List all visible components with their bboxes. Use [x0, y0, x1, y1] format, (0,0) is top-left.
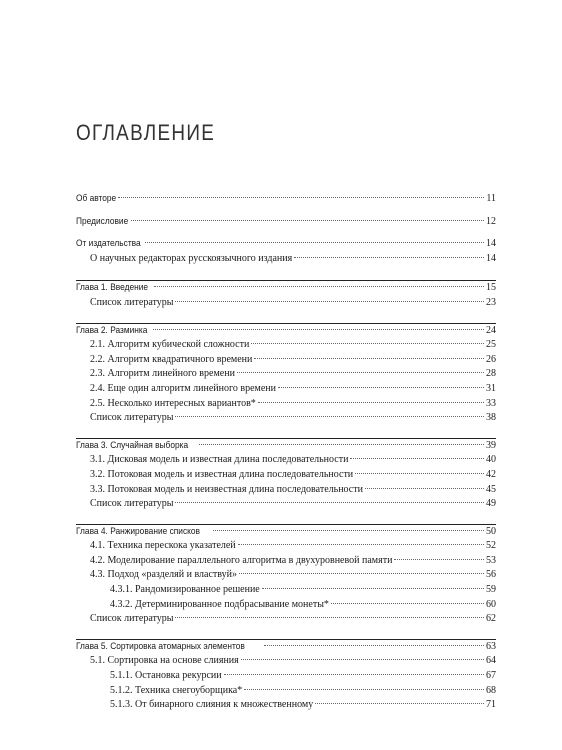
- toc-entry-label: 2.5. Несколько интересных вариантов*: [90, 397, 256, 409]
- dot-leader: [154, 286, 484, 287]
- toc-chapter-entry[interactable]: [76, 237, 496, 252]
- dot-leader: [254, 358, 484, 359]
- toc-page-number: 52: [486, 540, 496, 552]
- toc-section-entry[interactable]: [76, 483, 496, 498]
- toc-chapter-entry[interactable]: [76, 192, 496, 207]
- toc-page-number: 33: [486, 397, 496, 409]
- toc-page-number: 62: [486, 613, 496, 625]
- toc-page-number: 64: [486, 655, 496, 667]
- toc-page-number: 60: [486, 598, 496, 610]
- toc-page-number: 12: [486, 215, 496, 227]
- dot-leader: [175, 617, 484, 618]
- toc-entry-label: 5.1.2. Техника снегоуборщика*: [110, 684, 243, 696]
- toc-entry-label: 3.3. Потоковая модель и неизвестная длина последовательности: [90, 483, 363, 495]
- toc-page-number: 68: [486, 684, 496, 696]
- toc-entry-label: 2.1. Алгоритм кубической сложности: [90, 339, 250, 351]
- toc-section-entry[interactable]: [76, 382, 496, 397]
- toc-section-entry[interactable]: [76, 654, 496, 669]
- dot-leader: [238, 544, 484, 545]
- toc-entry-label: 2.2. Алгоритм квадратичного времени: [90, 353, 253, 365]
- toc-entry-label: Глава 2. Разминка: [76, 324, 148, 336]
- toc-page-number: 25: [486, 339, 496, 351]
- toc-page-number: 39: [486, 439, 496, 451]
- dot-leader: [224, 674, 484, 675]
- dot-leader: [237, 372, 484, 373]
- toc-section-entry[interactable]: [76, 612, 496, 627]
- toc-entry-label: О научных редакторах русскоязычного издания: [90, 252, 293, 264]
- toc-chapter-entry[interactable]: [76, 438, 496, 454]
- toc-entry-label: 2.3. Алгоритм линейного времени: [90, 368, 235, 380]
- toc-entry-label: Список литературы: [90, 296, 174, 308]
- toc-section-entry[interactable]: [76, 497, 496, 512]
- toc-entry-label: От издательства: [76, 238, 141, 250]
- toc-page-number: 53: [486, 554, 496, 566]
- toc-section-entry[interactable]: [76, 338, 496, 353]
- dot-leader: [365, 488, 484, 489]
- toc-section-entry[interactable]: [76, 583, 496, 598]
- toc-entry-label: 4.3. Подход «разделяй и властвуй»: [90, 569, 238, 581]
- toc-entry-label: 5.1.1. Остановка рекурсии: [110, 670, 222, 682]
- toc-chapter-entry[interactable]: [76, 524, 496, 540]
- toc-entry-label: 5.1. Сортировка на основе слияния: [90, 655, 239, 667]
- toc-entry-label: Список литературы: [90, 412, 174, 424]
- toc-page-number: 67: [486, 670, 496, 682]
- dot-leader: [355, 473, 484, 474]
- dot-leader: [175, 502, 484, 503]
- toc-entry-label: 5.1.3. От бинарного слияния к множественному: [110, 699, 314, 711]
- toc-page-number: 14: [486, 252, 496, 264]
- toc-entry-label: Об авторе: [76, 193, 117, 204]
- toc-entry-label: Список литературы: [90, 613, 174, 625]
- toc-page-number: 38: [486, 412, 496, 424]
- toc-entry-label: 4.2. Моделирование параллельного алгоритма в двухуровневой памяти: [90, 554, 393, 566]
- toc-section-entry[interactable]: [76, 252, 496, 267]
- toc-page-number: 63: [486, 640, 496, 652]
- dot-leader: [251, 343, 484, 344]
- toc-section-entry[interactable]: [76, 453, 496, 468]
- dot-leader: [331, 603, 484, 604]
- dot-leader: [350, 458, 484, 459]
- toc-page-number: 49: [486, 498, 496, 510]
- toc-section-entry[interactable]: [76, 353, 496, 368]
- toc-section-entry[interactable]: [76, 367, 496, 382]
- dot-leader: [315, 703, 484, 704]
- toc-page-number: 71: [486, 699, 496, 711]
- toc-entry-label: 3.2. Потоковая модель и известная длина последовательности: [90, 468, 354, 480]
- toc-chapter-entry[interactable]: [76, 215, 496, 230]
- toc-page-number: 14: [486, 238, 496, 250]
- dot-leader: [239, 573, 484, 574]
- dot-leader: [118, 197, 485, 198]
- toc-page-number: 15: [486, 282, 496, 294]
- dot-leader: [258, 402, 484, 403]
- toc-entry-label: 4.3.2. Детерминированное подбрасывание монеты*: [110, 598, 329, 610]
- toc-section-entry[interactable]: [76, 568, 496, 583]
- toc-section-entry[interactable]: [76, 698, 496, 713]
- toc-section-entry[interactable]: [76, 669, 496, 684]
- toc-page-number: 40: [486, 454, 496, 466]
- dot-leader: [199, 444, 484, 445]
- toc-page-number: 50: [486, 525, 496, 537]
- dot-leader: [394, 559, 484, 560]
- toc-chapter-entry[interactable]: [76, 639, 496, 655]
- toc-page-number: 45: [486, 483, 496, 495]
- toc-page-number: 11: [486, 193, 496, 204]
- toc-section-entry[interactable]: [76, 411, 496, 426]
- toc-section-entry[interactable]: [76, 296, 496, 311]
- toc-chapter-entry[interactable]: [76, 280, 496, 296]
- toc-section-entry[interactable]: [76, 554, 496, 569]
- toc-entry-label: 4.3.1. Рандомизированное решение: [110, 584, 260, 596]
- dot-leader: [145, 242, 484, 243]
- toc-entry-label: 4.1. Техника перескока указателей: [90, 540, 236, 552]
- toc-entry-label: Глава 5. Сортировка атомарных элементов: [76, 640, 245, 652]
- dot-leader: [131, 220, 484, 221]
- toc-section-entry[interactable]: [76, 539, 496, 554]
- toc-entry-label: Глава 3. Случайная выборка: [76, 439, 189, 451]
- toc-entry-label: Предисловие: [76, 215, 129, 227]
- toc-page-number: 31: [486, 382, 496, 394]
- dot-leader: [262, 588, 484, 589]
- dot-leader: [264, 645, 484, 646]
- toc-entry-label: Глава 4. Ранжирование списков: [76, 525, 200, 537]
- dot-leader: [213, 530, 484, 531]
- dot-leader: [278, 387, 484, 388]
- dot-leader: [153, 329, 484, 330]
- toc-section-entry[interactable]: [76, 598, 496, 613]
- toc-page-number: 23: [486, 296, 496, 308]
- page-title: ОГЛАВЛЕНИЕ: [76, 120, 216, 145]
- toc-page-number: 28: [486, 368, 496, 380]
- toc-section-entry[interactable]: [76, 684, 496, 699]
- toc-chapter-entry[interactable]: [76, 323, 496, 339]
- toc-page-number: 59: [486, 584, 496, 596]
- toc-entry-label: 2.4. Еще один алгоритм линейного времени: [90, 382, 276, 394]
- toc-entry-label: Глава 1. Введение: [76, 282, 149, 294]
- toc-page-number: 26: [486, 353, 496, 365]
- toc-page-number: 42: [486, 468, 496, 480]
- table-of-contents: [76, 192, 496, 713]
- dot-leader: [294, 257, 484, 258]
- toc-section-entry[interactable]: [76, 397, 496, 412]
- dot-leader: [175, 416, 484, 417]
- toc-page-number: 56: [486, 569, 496, 581]
- toc-page-number: 24: [486, 324, 496, 336]
- toc-entry-label: Список литературы: [90, 498, 174, 510]
- toc-section-entry[interactable]: [76, 468, 496, 483]
- toc-entry-label: 3.1. Дисковая модель и известная длина последовательности: [90, 454, 349, 466]
- dot-leader: [244, 689, 484, 690]
- dot-leader: [175, 301, 484, 302]
- dot-leader: [241, 659, 484, 660]
